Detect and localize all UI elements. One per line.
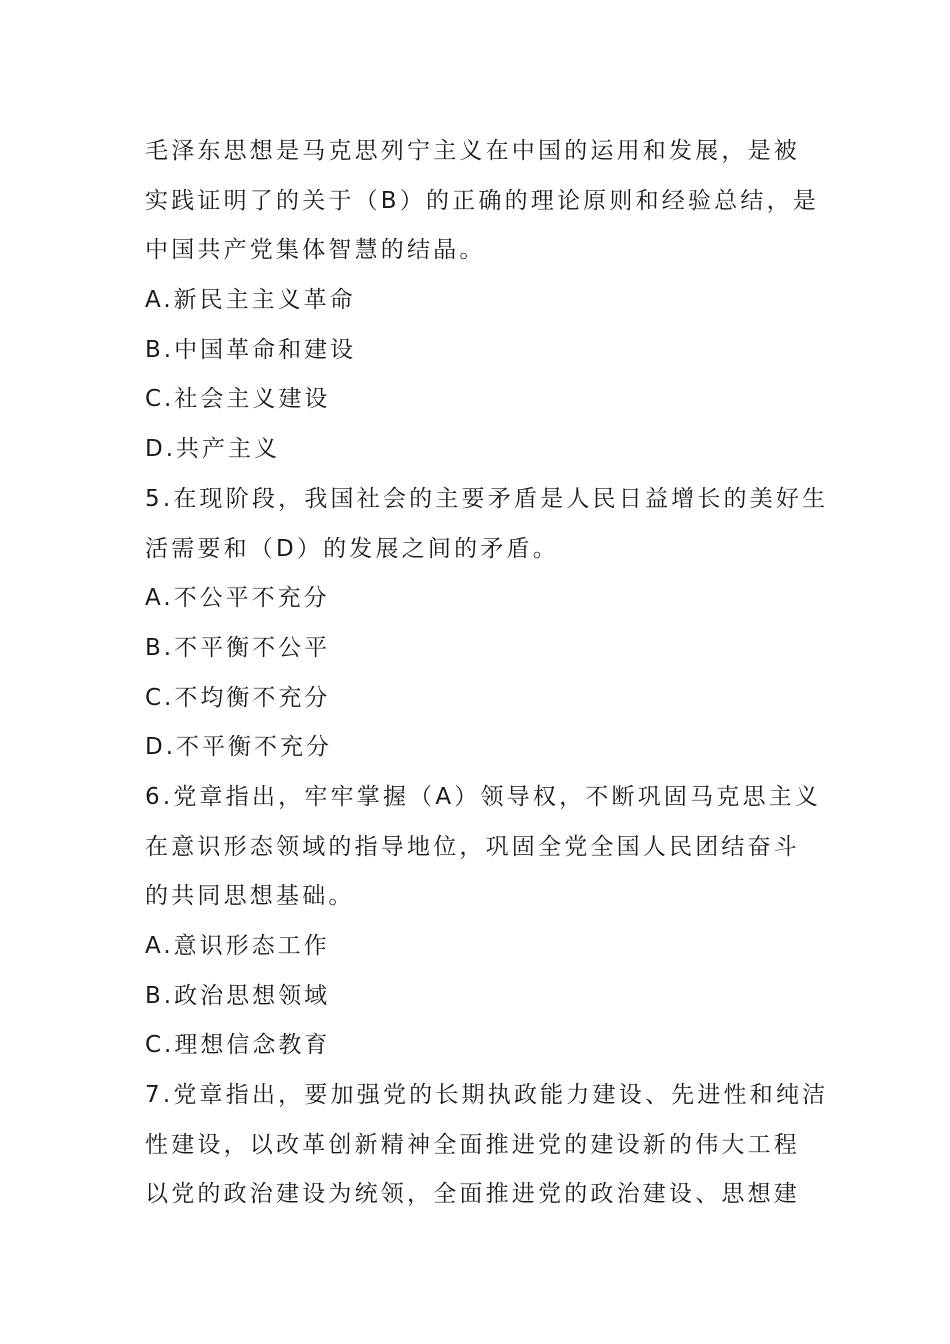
answer-option: C.不均衡不充分 <box>145 684 331 711</box>
answer-option: C.社会主义建设 <box>145 386 331 413</box>
answer-option: B.中国革命和建设 <box>145 336 357 363</box>
answer-option: D.共产主义 <box>145 436 281 463</box>
question-text-line: 毛泽东思想是马克思列宁主义在中国的运用和发展，是被 <box>145 138 800 164</box>
answer-option: D.不平衡不充分 <box>145 734 333 761</box>
answer-option: B.政治思想领域 <box>145 982 331 1009</box>
question-text-line: 7.党章指出，要加强党的长期执政能力建设、先进性和纯洁 <box>145 1082 829 1109</box>
question-text-line: 中国共产党集体智慧的结晶。 <box>145 237 486 264</box>
answer-option: A.意识形态工作 <box>145 933 330 959</box>
question-text-line: 5.在现阶段，我国社会的主要矛盾是人民日益增长的美好生 <box>145 485 829 512</box>
question-text-line: 活需要和（D）的发展之间的矛盾。 <box>145 535 559 562</box>
answer-option: A.新民主主义革命 <box>145 287 356 314</box>
question-text-line: 以党的政治建设为统领，全面推进党的政治建设、思想建 <box>145 1181 800 1208</box>
document-page <box>145 127 829 1220</box>
question-text-line: 的共同思想基础。 <box>145 883 355 910</box>
question-text-line: 实践证明了的关于（B）的正确的理论原则和经验总结，是 <box>145 187 819 214</box>
question-text-line: 6.党章指出，牢牢掌握（A）领导权，不断巩固马克思主义 <box>145 783 822 810</box>
answer-option: A.不公平不充分 <box>145 585 330 612</box>
answer-option: C.理想信念教育 <box>145 1032 331 1059</box>
question-text-line: 在意识形态领域的指导地位，巩固全党全国人民团结奋斗 <box>145 833 800 860</box>
answer-option: B.不平衡不公平 <box>145 634 331 661</box>
question-text-line: 性建设，以改革创新精神全面推进党的建设新的伟大工程 <box>145 1131 800 1158</box>
